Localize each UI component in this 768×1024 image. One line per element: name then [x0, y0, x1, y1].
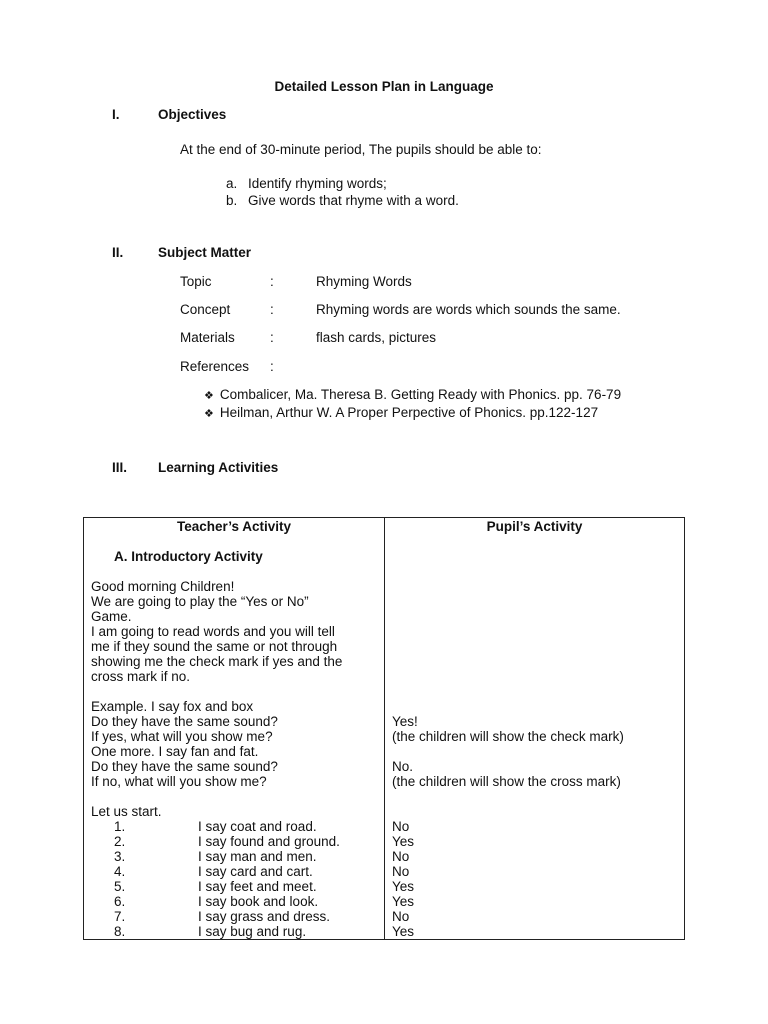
subject-matter-heading: Subject Matter [158, 245, 252, 260]
pupil-example-line: (the children will show the check mark) [392, 729, 624, 744]
topic-sep: : [270, 274, 274, 289]
bullet-icon: ❖ [204, 408, 214, 420]
item-number: 5. [114, 879, 126, 894]
objective-a-label: a. [226, 176, 238, 191]
references-key: References [180, 359, 250, 374]
teacher-example-line: Do they have the same sound? [91, 714, 278, 729]
teacher-intro-line: me if they sound the same or not through [91, 639, 338, 654]
reference-item [204, 405, 598, 420]
pupil-example-line: No. [392, 759, 414, 774]
item-answer: Yes [392, 894, 415, 909]
concept-key: Concept [180, 302, 231, 317]
pupil-column-header: Pupil’s Activity [486, 519, 583, 534]
materials-sep: : [270, 330, 274, 345]
teacher-intro-line: showing me the check mark if yes and the [91, 654, 343, 669]
item-number: 2. [114, 834, 126, 849]
item-answer: No [392, 849, 410, 864]
item-answer: No [392, 864, 410, 879]
item-answer: No [392, 819, 410, 834]
item-answer: No [392, 909, 410, 924]
reference-text: Heilman, Arthur W. A Proper Perpective of Phonics. pp.122-127 [219, 405, 599, 420]
item-text: I say grass and dress. [198, 909, 331, 924]
teacher-intro-line: Good morning Children! [91, 579, 235, 594]
item-answer: Yes [392, 924, 415, 939]
page-title: Detailed Lesson Plan in Language [274, 79, 494, 94]
activity-table [83, 517, 685, 940]
item-number: 8. [114, 924, 126, 939]
subject-matter-numeral: II. [112, 245, 124, 260]
objective-b-label: b. [226, 193, 238, 208]
start-line: Let us start. [91, 804, 162, 819]
item-text: I say feet and meet. [198, 879, 317, 894]
item-number: 4. [114, 864, 126, 879]
pupil-example-line: (the children will show the cross mark) [392, 774, 621, 789]
learning-activities-heading: Learning Activities [158, 460, 279, 475]
objective-a-text: Identify rhyming words; [248, 176, 387, 191]
item-number: 6. [114, 894, 126, 909]
topic-value: Rhyming Words [316, 274, 412, 289]
materials-value: flash cards, pictures [316, 330, 437, 345]
item-number: 3. [114, 849, 126, 864]
item-number: 1. [114, 819, 126, 834]
references-sep: : [270, 359, 274, 374]
concept-sep: : [270, 302, 274, 317]
teacher-example-line: One more. I say fan and fat. [91, 744, 259, 759]
bullet-icon: ❖ [204, 390, 214, 402]
teacher-example-line: Example. I say fox and box [91, 699, 254, 714]
teacher-intro-line: Game. [91, 609, 132, 624]
reference-text: Combalicer, Ma. Theresa B. Getting Ready with Phonics. pp. 76-79 [219, 387, 622, 402]
item-text: I say man and men. [198, 849, 317, 864]
learning-activities-numeral: III. [112, 460, 128, 475]
introductory-activity-heading: A. Introductory Activity [114, 549, 263, 564]
teacher-example-line: If yes, what will you show me? [91, 729, 273, 744]
materials-key: Materials [180, 330, 235, 345]
teacher-intro-line: I am going to read words and you will tell [91, 624, 335, 639]
reference-item [204, 387, 621, 402]
item-answer: Yes [392, 834, 415, 849]
objectives-numeral: I. [112, 107, 120, 122]
teacher-column-header: Teacher’s Activity [176, 519, 292, 534]
item-text: I say coat and road. [198, 819, 317, 834]
teacher-intro-line: We are going to play the “Yes or No” [91, 594, 309, 609]
item-answer: Yes [392, 879, 415, 894]
teacher-example-line: Do they have the same sound? [91, 759, 278, 774]
topic-key: Topic [180, 274, 212, 289]
objectives-intro: At the end of 30-minute period, The pupils should be able to: [180, 142, 542, 157]
teacher-example-line: If no, what will you show me? [91, 774, 267, 789]
item-text: I say bug and rug. [198, 924, 307, 939]
teacher-intro-line: cross mark if no. [91, 669, 191, 684]
column-divider [384, 518, 385, 939]
objectives-heading: Objectives [158, 107, 227, 122]
objective-b-text: Give words that rhyme with a word. [248, 193, 459, 208]
item-number: 7. [114, 909, 126, 924]
item-text: I say book and look. [198, 894, 319, 909]
pupil-example-line: Yes! [392, 714, 418, 729]
item-text: I say found and ground. [198, 834, 340, 849]
concept-value: Rhyming words are words which sounds the same. [316, 302, 621, 317]
item-text: I say card and cart. [198, 864, 313, 879]
